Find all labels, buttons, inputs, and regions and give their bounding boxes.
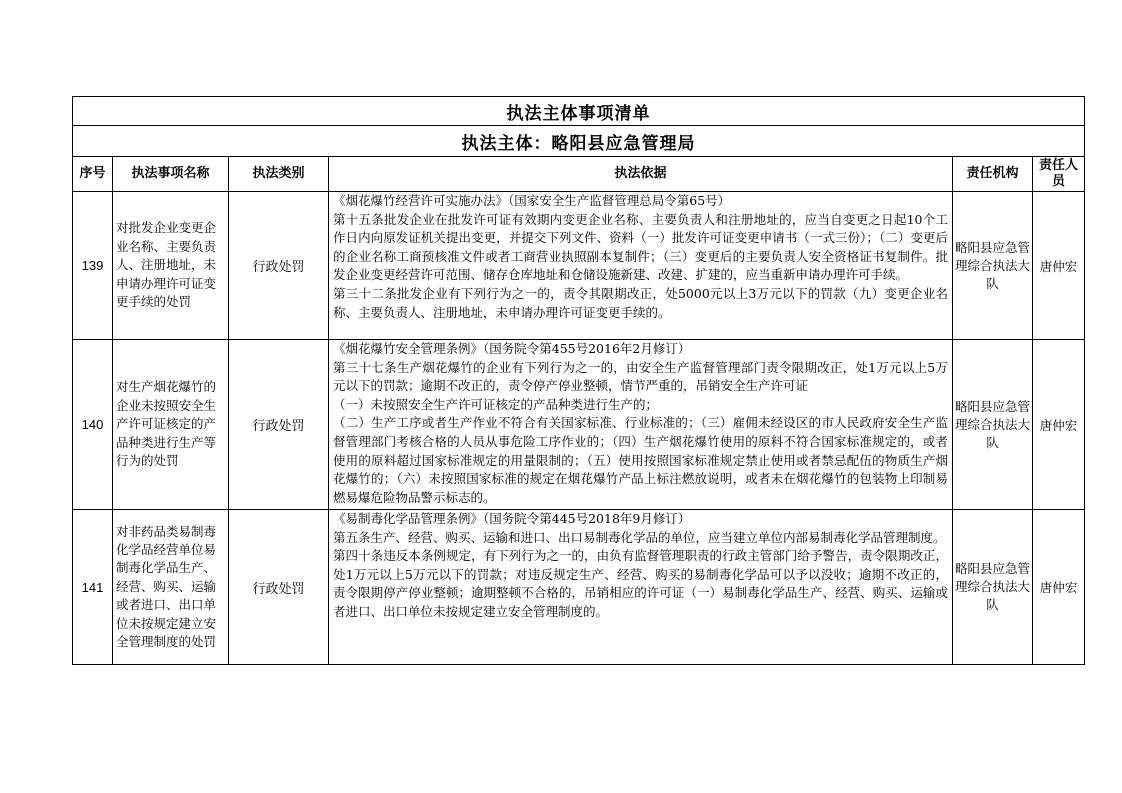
row-org: 略阳县应急管理综合执法大队 — [953, 340, 1033, 510]
row-person: 唐仲宏 — [1033, 192, 1085, 340]
row-no: 139 — [73, 192, 113, 340]
basis-line: 《烟花爆竹经营许可实施办法》（国家安全生产监督管理总局令第65号） — [333, 193, 731, 208]
row-no: 140 — [73, 340, 113, 510]
header-name: 执法事项名称 — [113, 157, 229, 192]
row-org: 略阳县应急管理综合执法大队 — [953, 192, 1033, 340]
row-type: 行政处罚 — [229, 340, 329, 510]
table-row — [73, 340, 1085, 510]
header-person-line1: 责任人 — [1038, 158, 1078, 173]
basis-line: （一）未按照安全生产许可证核定的产品种类进行生产的； — [333, 396, 659, 412]
row-basis — [329, 192, 953, 340]
header-person-line2: 员 — [1051, 174, 1065, 189]
basis-line: 第三十七条生产烟花爆竹的企业有下列行为之一的，由安全生产监督管理部门责令限期改正，处1万元以上5万元以下的罚款；逾期不改正的，责令停产停业整顿，情节严重的，吊销安全生产许可证 — [333, 359, 948, 394]
basis-line: 第五条生产、经营、购买、运输和进口、出口易制毒化学品的单位，应当建立单位内部易制毒化学品管理制度。 — [333, 529, 946, 545]
basis-line: 第四十条违反本条例规定，有下列行为之一的，由负有监督管理职责的行政主管部门给予警告，责令限期改正，处1万元以上5万元以下的罚款；对违反规定生产、经营、购买的易制毒化学品可以予以没收；逾期不改正的，责令限期停产停业整顿；逾期整顿不合格的，吊销相应的许可证（一）易制毒化学品生产、经营、购买、运输或者进口、出口单位未按规定建立安全管理制度的。 — [333, 548, 948, 619]
row-person: 唐仲宏 — [1033, 510, 1085, 665]
row-org: 略阳县应急管理综合执法大队 — [953, 510, 1033, 665]
table-title: 执法主体事项清单 — [73, 97, 1085, 126]
row-basis — [329, 340, 953, 510]
enforcement-subject: 执法主体：略阳县应急管理局 — [73, 126, 1085, 157]
header-org: 责任机构 — [953, 157, 1033, 192]
basis-line: （二）生产工序或者生产作业不符合有关国家标准、行业标准的；（三）雇佣未经设区的市人民政府安全生产监督管理部门考核合格的人员从事危险工序作业的；（四）生产烟花爆竹使用的原料不符合国家标准规定的，或者使用的原料超过国家标准规定的用量限制的；（五）使用按照国家标准规定禁止使用或者禁忌配伍的物质生产烟花爆竹的；（六）未按照国家标准的规定在烟花爆竹产品上标注燃放说明，或者未在烟花爆竹的包装物上印制易燃易爆危险物品警示标志的。 — [333, 415, 948, 505]
basis-line: 《烟花爆竹安全管理条例》（国务院令第455号2016年2月修订） — [333, 341, 691, 356]
basis-line: 《易制毒化学品管理条例》（国务院令第445号2018年9月修订） — [333, 511, 691, 526]
law-enforcement-table — [72, 96, 1085, 665]
row-item-name: 对非药品类易制毒化学品经营单位易制毒化学品生产、经营、购买、运输或者进口、出口单位未按规定建立安全管理制度的处罚 — [113, 510, 229, 665]
header-person — [1033, 157, 1085, 192]
row-item-name: 对批发企业变更企业名称、主要负责人、注册地址，未申请办理许可证变更手续的处罚 — [113, 192, 229, 340]
header-no: 序号 — [73, 157, 113, 192]
table-row — [73, 192, 1085, 340]
row-type: 行政处罚 — [229, 192, 329, 340]
basis-line: 第十五条批发企业在批发许可证有效期内变更企业名称、主要负责人和注册地址的，应当自变更之日起10个工作日内向原发证机关提出变更，并提交下列文件、资料（一）批发许可证变更申请书（一式三份）；（二）变更后的企业名称工商预核准文件或者工商营业执照副本复制件；（三）变更后的主要负责人安全资格证书复制件。批发企业变更经营许可范围、储存仓库地址和仓储设施新建、改建、扩建的，应当重新申请办理许可手续。 — [333, 211, 948, 283]
basis-line: 第三十二条批发企业有下列行为之一的，责令其限期改正，处5000元以上3万元以下的罚款（九）变更企业名称、主要负责人、注册地址，未申请办理许可证变更手续的。 — [333, 285, 948, 320]
header-row — [73, 157, 1085, 192]
row-no: 141 — [73, 510, 113, 665]
row-item-name: 对生产烟花爆竹的企业未按照安全生产许可证核定的产品种类进行生产等行为的处罚 — [113, 340, 229, 510]
row-basis — [329, 510, 953, 665]
row-type: 行政处罚 — [229, 510, 329, 665]
header-basis: 执法依据 — [329, 157, 953, 192]
table-row — [73, 510, 1085, 665]
row-person: 唐仲宏 — [1033, 340, 1085, 510]
header-type: 执法类别 — [229, 157, 329, 192]
